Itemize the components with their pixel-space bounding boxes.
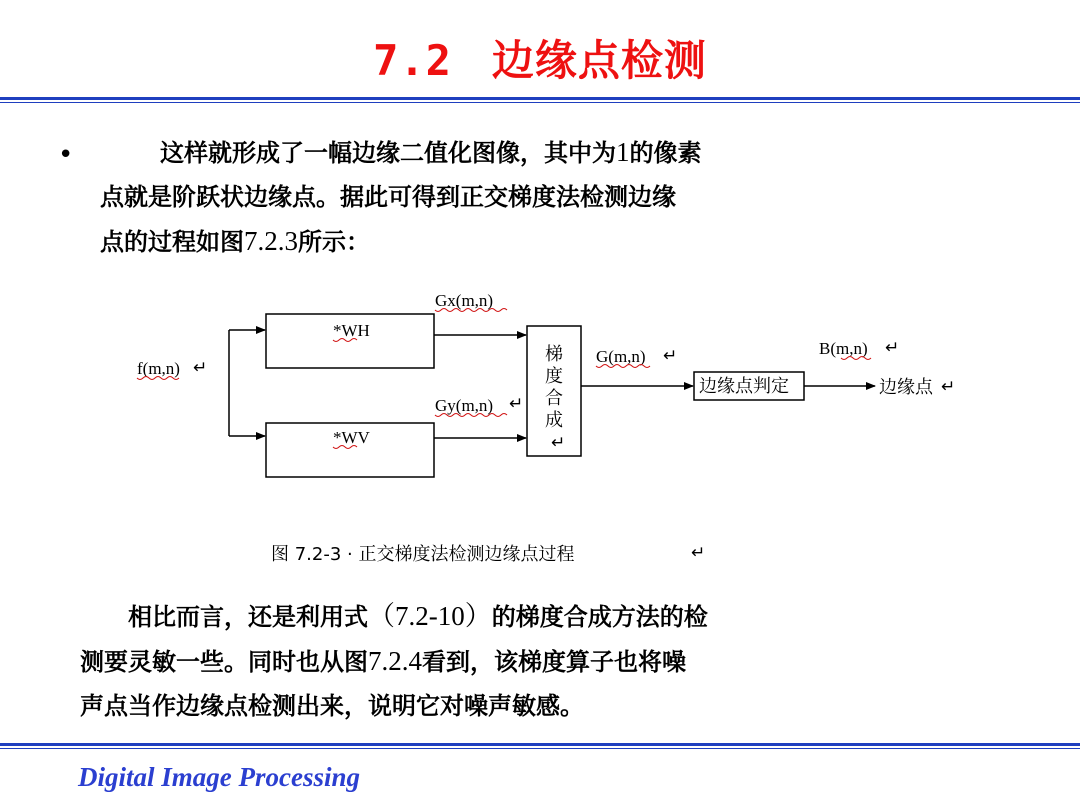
wv-label: *WV [333,428,370,447]
output-return-glyph: ↵ [941,377,956,396]
bullet-marker: • [58,140,74,170]
header-rule-thick [0,97,1080,100]
paragraph-2 [80,594,1020,728]
footer-rule-thin [0,748,1080,749]
paragraph-2-line-1: 相比而言，还是利用式（7.2-10）的梯度合成方法的检 [128,601,708,631]
gx-label: Gx(m,n) [435,291,494,310]
output-label: 边缘点 [879,377,933,398]
footer-rule-thick [0,743,1080,746]
combine-char-4: 成 [545,410,563,431]
wh-label: *WH [333,321,370,340]
combine-char-3: 合 [545,388,563,409]
gy-label: Gy(m,n) [435,396,494,415]
b-return-glyph: ↵ [885,338,900,357]
slide-title [0,28,1080,88]
paragraph-2-line-3: 声点当作边缘点检测出来，说明它对噪声敏感。 [80,692,584,720]
paragraph-2-line-2: 测要灵敏一些。同时也从图7.2.4看到，该梯度算子也将噪 [80,646,686,676]
combine-char-1: 梯 [545,344,563,365]
combine-return-glyph: ↵ [551,433,566,452]
combine-char-2: 度 [545,366,563,387]
paragraph-1-line-1: 这样就形成了一幅边缘二值化图像，其中为1的像素 [160,137,702,167]
figure-block-diagram [103,268,957,576]
footer-title: Digital Image Processing [78,762,360,792]
edge-decision-label: 边缘点判定 [699,376,789,397]
paragraph-1-line-3: 点的过程如图7.2.3所示： [100,226,370,256]
caption-return-glyph: ↵ [691,543,706,562]
section-title: 边缘点检测 [491,36,707,85]
paragraph-1 [100,130,980,264]
figure-caption: 图 7.2-3 · 正交梯度法检测边缘点过程 [271,544,575,565]
g-return-glyph: ↵ [663,346,678,365]
input-return-glyph: ↵ [193,358,208,377]
paragraph-1-line-2: 点就是阶跃状边缘点。据此可得到正交梯度法检测边缘 [100,183,676,211]
b-label: B(m,n) [819,339,868,358]
section-number: 7.2 [373,36,452,85]
header-rule-thin [0,102,1080,103]
g-label: G(m,n) [596,347,646,366]
gy-return-glyph: ↵ [509,394,524,413]
input-label: f(m,n) [137,359,180,378]
